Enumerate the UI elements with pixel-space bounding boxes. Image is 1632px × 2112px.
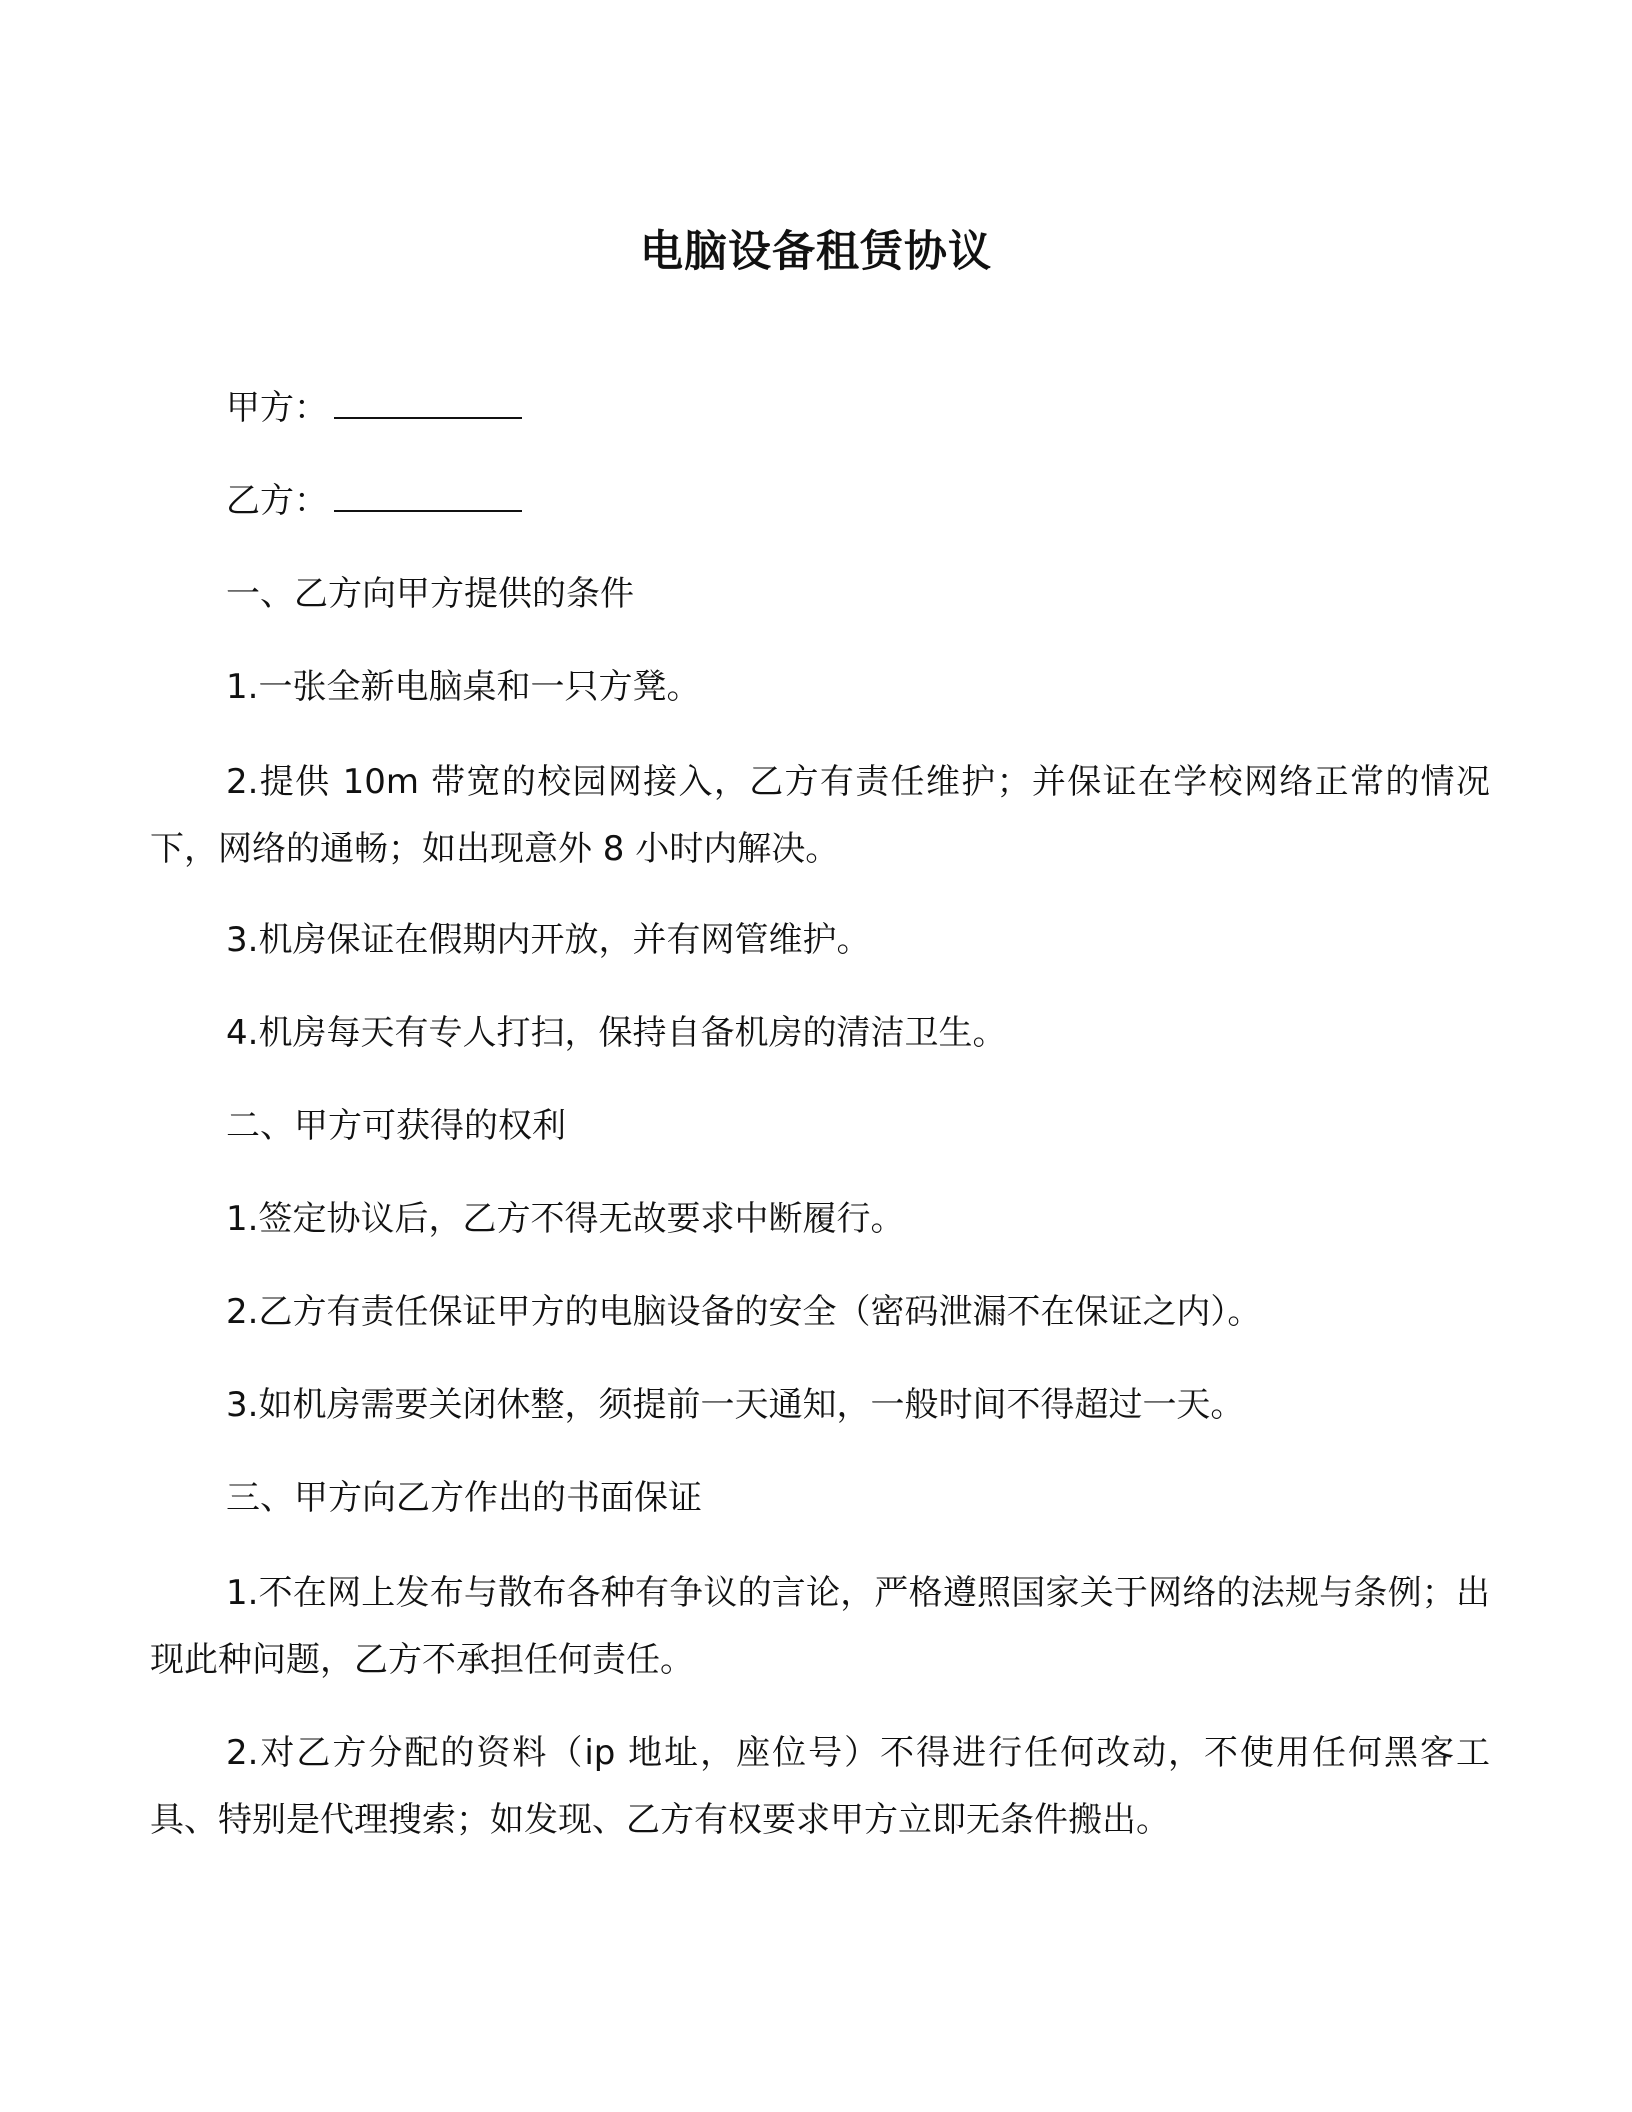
section-2-item-2: 2.乙方有责任保证甲方的电脑设备的安全（密码泄漏不在保证之内）。 [226, 1292, 1262, 1332]
section-3-heading: 三、甲方向乙方作出的书面保证 [226, 1478, 702, 1518]
party-a-line [226, 384, 522, 432]
party-a-blank[interactable] [334, 387, 522, 419]
section-1-item-2: 2.提供 10m 带宽的校园网接入，乙方有责任维护；并保证在学校网络正常的情况下，网络的通畅；如出现意外 8 小时内解决。 [150, 762, 1490, 869]
section-2-item-3: 3.如机房需要关闭休整，须提前一天通知，一般时间不得超过一天。 [226, 1385, 1245, 1425]
section-1-item-4: 4.机房每天有专人打扫，保持自备机房的清洁卫生。 [226, 1013, 1007, 1053]
section-1-item-1: 1.一张全新电脑桌和一只方凳。 [226, 667, 701, 707]
party-b-line [226, 477, 522, 525]
section-3-item-1: 1.不在网上发布与散布各种有争议的言论，严格遵照国家关于网络的法规与条例；出现此种问题，乙方不承担任何责任。 [150, 1573, 1490, 1680]
section-3-item-2: 2.对乙方分配的资料（ip 地址，座位号）不得进行任何改动，不使用任何黑客工具、特别是代理搜索；如发现、乙方有权要求甲方立即无条件搬出。 [150, 1733, 1490, 1840]
party-a-label: 甲方： [226, 388, 328, 428]
section-1-item-3: 3.机房保证在假期内开放，并有网管维护。 [226, 920, 871, 960]
party-b-blank[interactable] [334, 480, 522, 512]
document-title: 电脑设备租赁协议 [640, 227, 992, 277]
party-b-label: 乙方： [226, 481, 328, 521]
section-1-heading: 一、乙方向甲方提供的条件 [226, 574, 634, 614]
section-2-item-1: 1.签定协议后，乙方不得无故要求中断履行。 [226, 1199, 905, 1239]
section-2-heading: 二、甲方可获得的权利 [226, 1106, 566, 1146]
